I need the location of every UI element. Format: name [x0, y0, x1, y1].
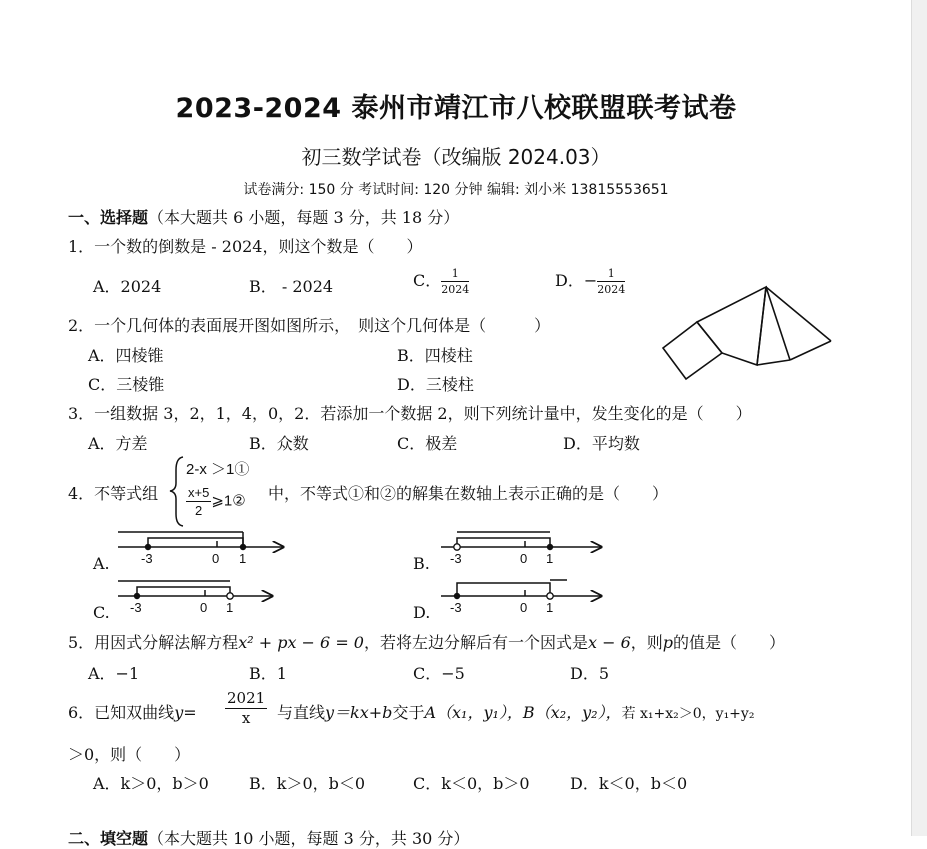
q4-option-d: D.: [413, 603, 431, 622]
q6-fraction: [225, 691, 267, 726]
q5-equation: x² + px − 6 = 0: [238, 633, 364, 652]
q2-option-b: B．四棱柱: [397, 346, 473, 365]
number-line-d: [441, 580, 601, 596]
q6-mid: 与直线: [277, 703, 326, 722]
q5-text-before: 5．用因式分解法解方程: [68, 633, 239, 652]
q3-option-c: C．极差: [397, 434, 458, 453]
question-2-stem: 2．一个几何体的表面展开图如图所示， 则这个几何体是（ ）: [68, 316, 551, 335]
question-6-stem: [68, 700, 197, 723]
q1-option-b: B． - 2024: [249, 277, 334, 296]
exam-info: 试卷满分: 150 分 考试时间: 120 分钟 编辑: 刘小米 13815553651: [243, 182, 669, 198]
tick-label: 0: [520, 551, 528, 566]
q6-option-d: D．k＜0，b＜0: [570, 774, 688, 793]
section-2-note: （本大题共 10 小题，每题 3 分，共 30 分）: [148, 829, 470, 848]
section-note: （本大题共 6 小题，每题 3 分，共 18 分）: [148, 208, 460, 227]
q4-option-b: B.: [413, 554, 430, 573]
fraction-numerator: 1: [597, 268, 625, 282]
question-3-stem: 3．一组数据 3，2，1，4，0，2．若添加一个数据 2，则下列统计量中，发生变化的是（ ）: [68, 404, 752, 423]
q4-inequality-2-rest: ⩾1②: [211, 492, 246, 510]
q6-point-b: B（x₂，y₂），: [522, 703, 622, 722]
q6-option-b: B．k＞0，b＜0: [249, 774, 366, 793]
tick-label: -3: [141, 551, 153, 566]
q5-option-b: B．1: [249, 664, 287, 683]
q5-text-after: ，则: [630, 633, 663, 652]
q6-cross: 交于: [392, 703, 425, 722]
fraction-denominator: 2: [195, 503, 203, 518]
question-1-stem: 1．一个数的倒数是 - 2024，则这个数是（ ）: [68, 237, 423, 256]
q1-option-a: A．2024: [93, 277, 162, 296]
q2-option-c: C．三棱锥: [88, 375, 165, 394]
q4-suffix: 中，不等式①和②的解集在数轴上表示正确的是（ ）: [268, 484, 669, 503]
q6-condition: 若 x₁+x₂＞0，y₁+y₂: [621, 706, 755, 722]
q5-text-mid: ，若将左边分解后有一个因式是: [363, 633, 588, 652]
q5-p: p: [662, 633, 674, 652]
q5-option-c: C．−5: [413, 664, 465, 683]
number-line-c: [118, 581, 272, 596]
tick-label: -3: [450, 551, 462, 566]
q1-option-d-label: D．−: [555, 271, 598, 290]
tick-label: -3: [130, 600, 142, 615]
number-line-a: [118, 532, 283, 547]
tick-label: -3: [450, 600, 462, 615]
number-line-b: [441, 532, 601, 547]
q6-fraction-body: [225, 691, 267, 726]
section-2-title: 二、填空题: [68, 829, 149, 848]
fraction-numerator: 2021: [227, 689, 266, 707]
tick-label: 1: [239, 551, 247, 566]
question-5-stem: [68, 630, 785, 653]
vertical-scrollbar[interactable]: [911, 0, 927, 836]
q2-option-a: A．四棱锥: [88, 346, 164, 365]
section-title: 一、选择题: [68, 208, 149, 227]
q5-option-a: A．−1: [88, 664, 140, 683]
q5-text-end: 的值是（ ）: [673, 633, 786, 652]
section-2-heading: [68, 826, 469, 849]
q6-rest: [277, 700, 754, 723]
page-title: 2023-2024 泰州市靖江市八校联盟联考试卷: [175, 93, 737, 124]
q6-option-a: A．k＞0，b＞0: [93, 774, 209, 793]
q6-line-eq: y＝kx+b: [325, 703, 393, 722]
tick-label: 0: [200, 600, 208, 615]
q4-prefix: 4．不等式组: [68, 484, 159, 503]
q6-lead: 6．已知双曲线: [68, 703, 175, 722]
tick-label: 0: [212, 551, 220, 566]
tick-label: 1: [226, 600, 234, 615]
q2-option-d: D．三棱柱: [397, 375, 474, 394]
q6-y-eq: y=: [174, 703, 197, 722]
q4-inequality-1: 2-x ＞1①: [186, 461, 250, 478]
q3-option-a: A．方差: [88, 434, 148, 453]
q5-factor: x − 6: [588, 633, 631, 652]
q5-option-d: D．5: [570, 664, 610, 683]
fraction-denominator: 2024: [597, 283, 626, 296]
q3-option-b: B．众数: [249, 434, 309, 453]
fraction-numerator: 1: [441, 268, 469, 282]
q4-option-c: C.: [93, 603, 110, 622]
tick-label: 0: [520, 600, 528, 615]
q4-option-a: A.: [93, 554, 110, 573]
fraction-denominator: x: [241, 709, 251, 727]
q6-point-a: A（x₁，y₁），: [424, 703, 523, 722]
q6-option-c: C．k＜0，b＞0: [413, 774, 530, 793]
q6-continuation: ＞0，则（ ）: [68, 745, 191, 764]
page-subtitle: 初三数学试卷（改编版 2024.03）: [301, 145, 611, 169]
tick-label: 1: [546, 600, 554, 615]
q1-option-c-label: C．: [413, 271, 442, 290]
q3-option-d: D．平均数: [563, 434, 640, 453]
fraction-denominator: 2024: [441, 283, 470, 296]
tick-label: 1: [546, 551, 554, 566]
fraction-numerator: x+5: [188, 485, 210, 500]
